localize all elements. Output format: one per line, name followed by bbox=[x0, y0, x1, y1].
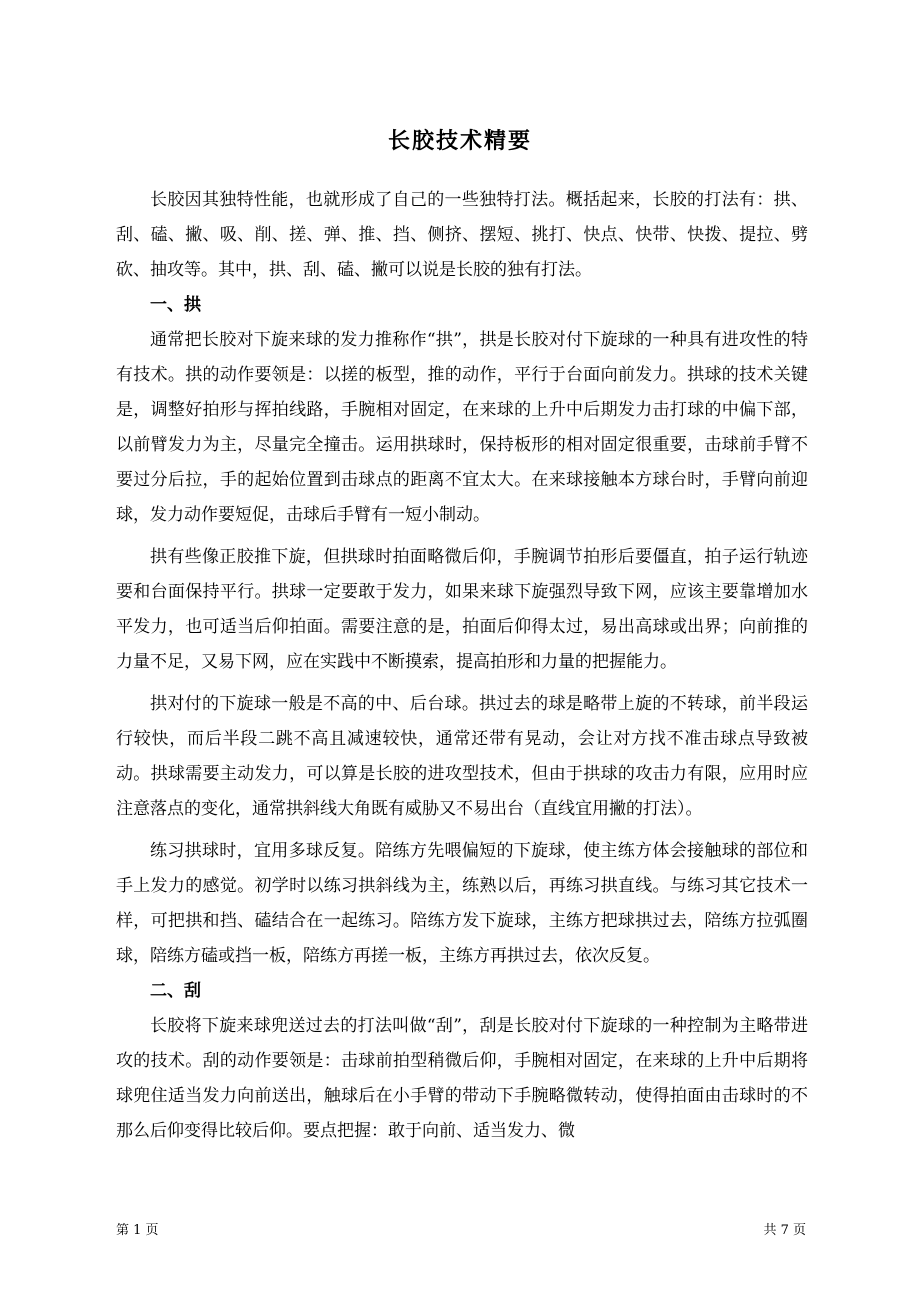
body-paragraph: 拱对付的下旋球一般是不高的中、后台球。拱过去的球是略带上旋的不转球，前半段运行较快，而后半段二跳不高且减速较快，通常还带有晃动，会让对方找不准击球点导致被动。拱球需要主动发力，可以算是长胶的进攻型技术，但由于拱球的攻击力有限，应用时应注意落点的变化，通常拱斜线大角既有威胁又不易出台（直线宜用撇的打法）。 bbox=[116, 694, 808, 819]
total-pages: 共 7 页 bbox=[763, 1223, 806, 1238]
body-paragraph: 长胶将下旋来球兜送过去的打法叫做“刮”，刮是长胶对付下旋球的一种控制为主略带进攻的技术。刮的动作要领是：击球前拍型稍微后仰，手腕相对固定，在来球的上升中后期将球兜住适当发力向前送出，触球后在小手臂的带动下手腕略微转动，使得拍面由击球时的不那么后仰变得比较后仰。要点把握：敢于向前、适当发力、微 bbox=[116, 1016, 808, 1141]
body-paragraph: 拱有些像正胶推下旋，但拱球时拍面略微后仰，手腕调节拍形后要僵直，拍子运行轨迹要和台面保持平行。拱球一定要敢于发力，如果来球下旋强烈导致下网，应该主要靠增加水平发力，也可适当后仰拍面。需要注意的是，拍面后仰得太过，易出高球或出界；向前推的力量不足，又易下网，应在实践中不断摸索，提高拍形和力量的把握能力。 bbox=[116, 547, 808, 672]
page-number: 第 1 页 bbox=[116, 1223, 159, 1238]
section-heading-gua: 二、刮 bbox=[150, 981, 201, 1001]
section-heading-gong: 一、拱 bbox=[150, 295, 201, 315]
body-paragraph: 练习拱球时，宜用多球反复。陪练方先喂偏短的下旋球，使主练方体会接触球的部位和手上发力的感觉。初学时以练习拱斜线为主，练熟以后，再练习拱直线。与练习其它技术一样，可把拱和挡、磕结合在一起练习。陪练方发下旋球，主练方把球拱过去，陪练方拉弧圈球，陪练方磕或挡一板，陪练方再搓一板，主练方再拱过去，依次反复。 bbox=[116, 841, 808, 966]
intro-paragraph: 长胶因其独特性能，也就形成了自己的一些独特打法。概括起来，长胶的打法有：拱、刮、磕、撇、吸、削、搓、弹、推、挡、侧挤、摆短、挑打、快点、快带、快拨、提拉、劈砍、抽攻等。其中，拱、刮、磕、撇可以说是长胶的独有打法。 bbox=[116, 190, 808, 280]
document-body bbox=[116, 183, 808, 1149]
body-paragraph: 通常把长胶对下旋来球的发力推称作“拱”，拱是长胶对付下旋球的一种具有进攻性的特有技术。拱的动作要领是：以搓的板型，推的动作，平行于台面向前发力。拱球的技术关键是，调整好拍形与挥拍线路，手腕相对固定，在来球的上升中后期发力击打球的中偏下部，以前臂发力为主，尽量完全撞击。运用拱球时，保持板形的相对固定很重要，击球前手臂不要过分后拉，手的起始位置到击球点的距离不宜太大。在来球接触本方球台时，手臂向前迎球，发力动作要短促，击球后手臂有一短小制动。 bbox=[116, 330, 808, 525]
document-title: 长胶技术精要 bbox=[387, 128, 532, 154]
